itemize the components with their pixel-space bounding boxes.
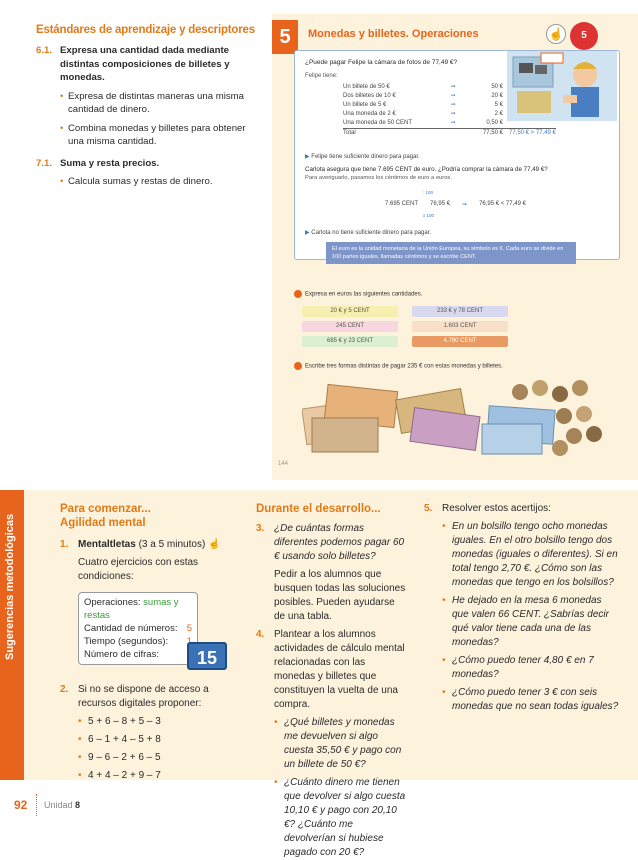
bullet-icon: • [60, 176, 64, 187]
item-number: 4. [256, 629, 265, 640]
bullet-icon: • [442, 521, 446, 532]
standards-section [36, 24, 258, 194]
standard-sub-text: Calcula sumas y restas de dinero. [68, 176, 213, 187]
numbered-item [256, 628, 406, 712]
bullet-icon: • [274, 717, 278, 728]
activity-number-badge [294, 362, 302, 370]
page-footer [0, 790, 638, 820]
bullet-icon: • [78, 734, 82, 745]
digits-label: Número de cifras: [84, 649, 159, 660]
numbered-item [256, 522, 406, 564]
riddle-item [442, 594, 620, 650]
bullet-icon: • [442, 687, 446, 698]
standards-title: Estándares de aprendizaje y descriptores [36, 24, 255, 36]
exercise-item [78, 733, 230, 747]
hand-pointer-icon[interactable]: ☝ [546, 24, 566, 44]
count-label: Cantidad de números: [84, 623, 178, 634]
triangle-right-icon: ▶ [305, 154, 310, 160]
numbered-item [60, 683, 230, 711]
item-text: Plantear a los alumnos actividades de cálculo mental relacionadas con las monedas y billetes que constituyen la vuelta de una compra. [274, 629, 405, 710]
standard-sub-text: Combina monedas y billetes para obtener una misma cantidad. [68, 122, 246, 147]
arrow-right-icon: ➞ [450, 84, 456, 90]
standard-sub [60, 175, 258, 189]
price-tag: 233 € y 78 CENT [412, 306, 508, 317]
bullet-icon: • [60, 90, 64, 102]
calc-divide-label: : 100 [423, 190, 434, 195]
item-rest: (3 a 5 minutos) [135, 539, 206, 550]
unit-label [44, 800, 80, 810]
ops-row [84, 596, 192, 622]
bullet-icon: • [442, 655, 446, 666]
exercise-item [78, 769, 230, 783]
book-page-number: 144 [278, 461, 289, 467]
standard-item [36, 157, 258, 171]
side-tab-label: Sugerencias metodológicas [4, 513, 16, 660]
boy-at-shop-illustration [507, 51, 617, 121]
result-text: Felipe tiene suficiente dinero para pagar. [311, 154, 420, 160]
textbook-page [272, 14, 638, 480]
price-tag: 245 CENT [302, 321, 398, 332]
count-row [84, 622, 192, 635]
riddle-item [442, 520, 620, 590]
riddle-item [442, 654, 620, 682]
total-value: 77,50 € [482, 130, 503, 136]
column-subheading: Agilidad mental [60, 517, 146, 529]
calc-row [385, 201, 526, 208]
activity-text: Expresa en euros las siguientes cantidades. [305, 291, 423, 298]
column-riddles [424, 502, 620, 714]
question-text: ¿Puede pagar Felipe la cámara de fotos de 77,49 €? [305, 59, 458, 66]
riddle-item [442, 686, 620, 714]
unit-number: 8 [75, 800, 81, 810]
activity-number-badge [294, 290, 302, 298]
column-heading: Para comenzar... [60, 503, 151, 515]
time-row [84, 635, 192, 648]
money-value: 20 € [491, 93, 503, 99]
price-tag: 685 € y 23 CENT [302, 336, 398, 347]
ops-value: sumas y restas [84, 597, 179, 621]
money-label: Un billete de 50 € [343, 84, 390, 90]
unit-badge: 5 [272, 20, 298, 54]
money-label: Dos billetes de 10 € [343, 93, 396, 99]
exercise-text: 4 + 4 – 2 + 9 – 7 [88, 770, 161, 781]
item-number: 3. [256, 523, 265, 534]
bullet-icon: • [274, 777, 278, 788]
bullet-icon: • [78, 770, 82, 781]
sub-item-text: ¿Qué billetes y monedas me devuelven si algo cuesta 35,50 € y pago con un billete de 50 €? [284, 717, 402, 770]
unit-logo: 5 [570, 22, 598, 50]
explanation-card [294, 50, 620, 260]
calc-mid: 76,95 € [430, 201, 451, 207]
arrow-right-icon: ➞ [450, 93, 456, 99]
numbered-item [60, 538, 230, 552]
standard-number: 7.1. [36, 157, 53, 169]
standard-number: 6.1. [36, 45, 53, 56]
arrow-right-icon: ➞ [450, 111, 456, 117]
item-number: 2. [60, 684, 69, 695]
sub-item [274, 716, 406, 772]
side-tab [0, 490, 24, 780]
page-number: 92 [14, 798, 28, 812]
price-tag: 1.603 CENT [412, 321, 508, 332]
column-start [60, 502, 230, 783]
count-value: 5 [186, 623, 192, 634]
banknotes-and-coins-illustration [302, 374, 612, 464]
standard-sub-text: Expresa de distintas maneras una misma cantidad de dinero. [68, 90, 244, 115]
standard-text: Expresa una cantidad dada mediante distintas composiciones de billetes y monedas. [60, 45, 230, 83]
carlota-question: Carlota asegura que tiene 7.695 CENT de euro. ¿Podría comprar la cámara de 77,49 €? [305, 166, 548, 173]
euro-info-box: El euro es la unidad monetaria de la Unión Europea, su símbolo es €. Cada euro se divide en 100 partes iguales, llamadas céntimos y se escribe CENT. [326, 242, 576, 264]
item-heading [78, 538, 221, 552]
bullet-icon: • [78, 752, 82, 763]
arrow-right-icon: ➞ [462, 202, 468, 208]
calc-left: 7.695 CENT [385, 201, 419, 207]
money-label: Una moneda de 50 CENT [343, 120, 413, 126]
item-text: ¿De cuántas formas diferentes podemos pagar 60 € usando solo billetes? [274, 523, 405, 562]
standard-item [36, 44, 258, 85]
item-bold: Mentaltletas [78, 539, 136, 550]
carlota-subtext: Para averiguarlo, pasamos los céntimos de euro a euros. [305, 175, 452, 181]
item-number: 5. [424, 503, 433, 514]
item-text: Si no se dispone de acceso a recursos digitales proponer: [78, 684, 209, 709]
standard-sub [60, 90, 258, 117]
footer-divider [36, 794, 37, 816]
money-label: Un billete de 5 € [343, 102, 387, 108]
result-felipe [305, 153, 420, 160]
exercise-text: 9 – 6 – 2 + 6 – 5 [88, 752, 161, 763]
exercise-item [78, 715, 230, 729]
bullet-icon: • [60, 122, 64, 134]
conditions-box [78, 592, 218, 668]
hand-pointer-icon[interactable]: ☝ [208, 539, 221, 550]
price-tag: 4.760 CENT [412, 336, 508, 347]
activity-1-title [294, 290, 422, 298]
standard-sub [60, 122, 258, 149]
exercise-item [78, 751, 230, 765]
price-tag: 20 € y 5 CENT [302, 306, 398, 317]
item-number: 1. [60, 539, 69, 550]
bullet-icon: • [442, 595, 446, 606]
felipe-label: Felipe tiene: [305, 73, 338, 79]
ops-label: Operaciones: [84, 597, 141, 608]
arrow-right-icon: ➞ [450, 102, 456, 108]
item-extra: Pedir a los alumnos que busquen todas las soluciones posibles. Pueden ayudarse de una tabla. [274, 569, 406, 622]
triangle-right-icon: ▶ [305, 230, 310, 236]
number-display-graphic: 15 [187, 642, 227, 670]
item-text: Resolver estos acertijos: [442, 503, 551, 514]
money-value: 50 € [491, 84, 503, 90]
money-value: 0,50 € [486, 120, 503, 126]
riddle-text: ¿Cómo puedo tener 4,80 € en 7 monedas? [452, 655, 594, 680]
result-text: Carlota no tiene suficiente dinero para pagar. [311, 230, 432, 236]
unit-label-text: Unidad [44, 800, 73, 810]
money-value: 2 € [494, 111, 503, 117]
calc-multiply-label: x 100 [423, 213, 435, 218]
exercise-text: 6 – 1 + 4 – 5 + 8 [88, 734, 161, 745]
column-heading: Durante el desarrollo... [256, 503, 381, 515]
sub-item-text: ¿Cuánto dinero me tienen que devolver si algo cuesta 10,10 € y pago con 20,10 €? ¿Cuánto me devolverían si hubiese pagado con 20 €? [284, 777, 406, 858]
digits-row [84, 648, 192, 661]
time-label: Tiempo (segundos): [84, 636, 169, 647]
bullet-icon: • [78, 716, 82, 727]
numbered-item [424, 502, 620, 516]
standard-text: Suma y resta precios. [60, 157, 160, 169]
total-label: Total [343, 130, 356, 136]
arrow-right-icon: ➞ [450, 120, 456, 126]
unit-title: Monedas y billetes. Operaciones [308, 28, 479, 40]
item-text: Cuatro ejercicios con estas condiciones: [78, 557, 199, 582]
riddle-text: En un bolsillo tengo ocho monedas iguales. En el otro bolsillo tengo dos monedas (iguales o diferentes). Si en total tengo 2,70 €. ¿Cómo son las monedas que tengo en los bolsillos? [452, 521, 618, 588]
activity-2-title [294, 362, 503, 370]
money-total-row [343, 128, 556, 137]
exercise-text: 5 + 6 – 8 + 5 – 3 [88, 716, 161, 727]
money-label: Una moneda de 2 € [343, 111, 396, 117]
riddle-text: He dejado en la mesa 6 monedas que valen 66 CENT. ¿Sabrías decir qué valor tiene cada una de las monedas? [452, 595, 609, 648]
result-carlota [305, 229, 431, 236]
activity-text: Escribe tres formas distintas de pagar 235 € con estas monedas y billetes. [305, 363, 503, 370]
riddle-text: ¿Cómo puedo tener 3 € con seis monedas que no sean todas iguales? [452, 687, 619, 712]
calc-right: 76,95 € < 77,49 € [479, 201, 526, 207]
total-compare: 77,50 € > 77,49 € [509, 130, 556, 136]
money-value: 5 € [494, 102, 503, 108]
